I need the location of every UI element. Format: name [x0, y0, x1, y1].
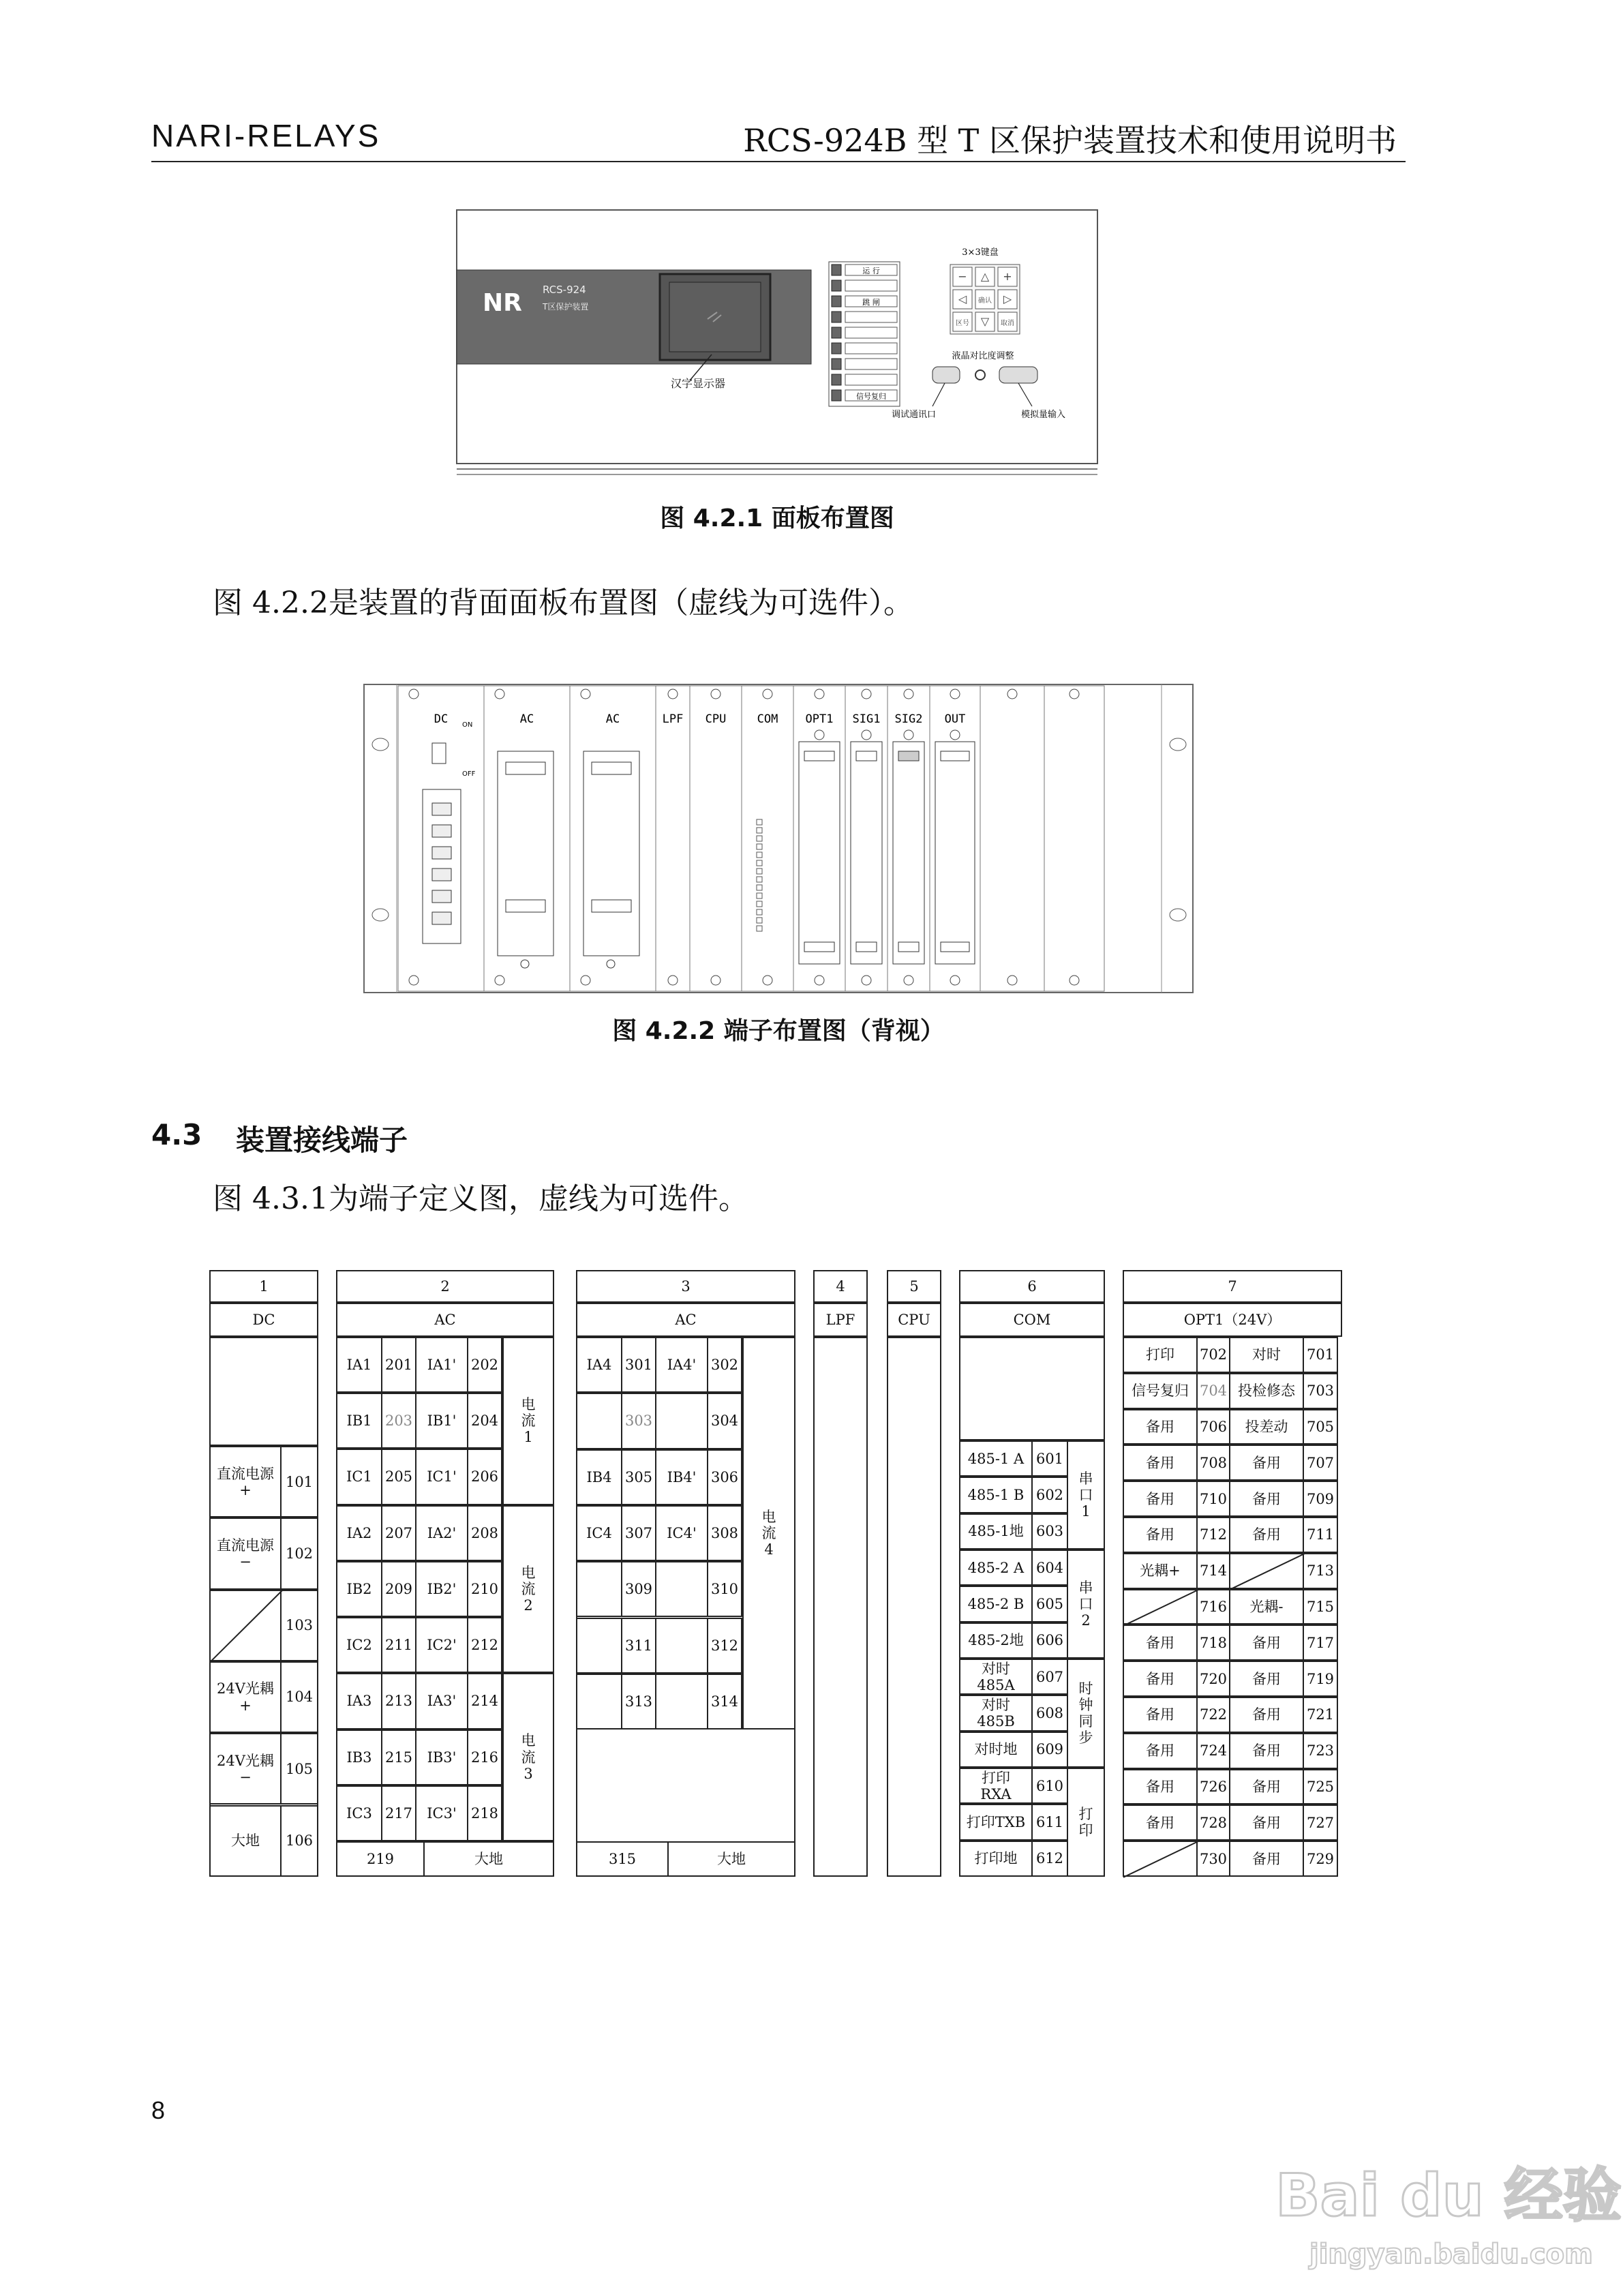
- terminal-block-4-number: 4: [813, 1270, 868, 1303]
- ac-terminal-label: IC3: [336, 1785, 382, 1841]
- terminal-block-6-spare: [959, 1337, 1105, 1440]
- ac-terminal-label: IC2': [415, 1617, 468, 1673]
- keypad-key-label: 确认: [978, 297, 992, 305]
- opt-terminal-label: 备用: [1123, 1517, 1198, 1553]
- opt-terminal-label: 投检修态: [1229, 1373, 1304, 1409]
- opt-diagonal-blank: [1123, 1841, 1198, 1877]
- terminal-block-5-name: CPU: [887, 1303, 941, 1337]
- opt-terminal-label: 备用: [1123, 1769, 1198, 1805]
- ac-terminal-label: IB3': [415, 1729, 468, 1785]
- opt-terminal-pin: 716: [1196, 1589, 1230, 1625]
- opt-terminal-label: 备用: [1123, 1625, 1198, 1661]
- terminal-block-3-name: AC: [576, 1303, 795, 1337]
- ac-terminal-pin: 310: [707, 1561, 742, 1617]
- opt-terminal-pin: 701: [1303, 1337, 1338, 1373]
- watermark-brand: Bai du 经验: [1275, 2162, 1622, 2230]
- terminal-block-5-number: 5: [887, 1270, 941, 1303]
- opt-terminal-label: 备用: [1229, 1769, 1304, 1805]
- ac-terminal-label: IC4': [655, 1505, 708, 1561]
- keypad-key-label: +: [1003, 270, 1012, 283]
- lcd-label: 汉字显示器: [671, 377, 726, 390]
- opt-terminal-label: 光耦+: [1123, 1553, 1198, 1589]
- opt-terminal-pin: 710: [1196, 1481, 1230, 1517]
- ac-current-group-label: 电 流 4: [742, 1337, 795, 1729]
- ac-terminal-label: [655, 1393, 708, 1449]
- rear-slot-label: LPF: [662, 712, 684, 726]
- baidu-watermark: [1269, 2141, 1622, 2277]
- ac-terminal-label: [576, 1561, 622, 1617]
- rear-slot-label: SIG2: [894, 712, 923, 726]
- ac-terminal-pin: 213: [381, 1673, 416, 1729]
- com-group-label: 打 印: [1067, 1768, 1105, 1877]
- opt-terminal-label: 备用: [1123, 1481, 1198, 1517]
- ac-terminal-label: IB1: [336, 1393, 382, 1449]
- ac-terminal-label: IB3: [336, 1729, 382, 1785]
- opt-terminal-pin: 721: [1303, 1697, 1338, 1733]
- ac-terminal-label: IA4: [576, 1337, 622, 1393]
- ac-ground-label: 大地: [667, 1841, 795, 1877]
- com-terminal-pin: 605: [1031, 1586, 1068, 1622]
- ac-terminal-pin: 214: [467, 1673, 502, 1729]
- ac-terminal-pin: 311: [621, 1618, 656, 1674]
- com-terminal-label: 485-2 A: [959, 1550, 1033, 1586]
- opt-terminal-label: 备用: [1229, 1733, 1304, 1769]
- ac-terminal-label: IA2: [336, 1505, 382, 1561]
- dc-switch-off-label: OFF: [462, 770, 476, 778]
- terminal-block-4-body: [813, 1337, 868, 1877]
- header-doc-title: RCS-924B 型 T 区保护装置技术和使用说明书: [743, 122, 1397, 159]
- ac-terminal-pin: 217: [381, 1785, 416, 1841]
- section-number: 4.3: [151, 1118, 202, 1151]
- com-terminal-pin: 607: [1031, 1659, 1068, 1695]
- dc-terminal-label: 24V光耦 +: [209, 1661, 282, 1733]
- ac-terminal-pin: 201: [381, 1337, 416, 1393]
- ac-terminal-pin: 305: [621, 1449, 656, 1505]
- com-terminal-pin: 602: [1031, 1477, 1068, 1513]
- contrast-label: 液晶对比度调整: [952, 351, 1014, 361]
- com-terminal-pin: 612: [1031, 1841, 1068, 1877]
- header-brand: NARI-RELAYS: [151, 118, 381, 153]
- debug-port-label: 调试通讯口: [892, 410, 937, 420]
- opt-terminal-label: 备用: [1123, 1409, 1198, 1445]
- com-terminal-label: 打印TXB: [959, 1804, 1033, 1840]
- dc-terminal-label: 大地: [209, 1805, 282, 1877]
- opt-terminal-pin: 709: [1303, 1481, 1338, 1517]
- ac-terminal-pin: 302: [707, 1337, 742, 1393]
- ac-terminal-pin: 309: [621, 1561, 656, 1617]
- dc-switch-on-label: ON: [462, 721, 473, 729]
- opt-terminal-pin: 705: [1303, 1409, 1338, 1445]
- led-label: 信号复归: [856, 392, 886, 401]
- ac-terminal-pin: 307: [621, 1505, 656, 1561]
- opt-terminal-pin: 707: [1303, 1445, 1338, 1481]
- keypad-key-label: ◁: [958, 292, 967, 305]
- dc-diagonal-blank: [210, 1590, 282, 1662]
- terminal-block-7-number: 7: [1123, 1270, 1342, 1303]
- com-group-label: 串 口 2: [1067, 1550, 1105, 1659]
- opt-terminal-pin: 729: [1303, 1841, 1338, 1877]
- terminal-block-2-name: AC: [336, 1303, 554, 1337]
- ac-terminal-pin: 202: [467, 1337, 502, 1393]
- ac-terminal-pin: 203: [381, 1393, 416, 1449]
- ac-terminal-pin: 308: [707, 1505, 742, 1561]
- opt-terminal-label: 对时: [1229, 1337, 1304, 1373]
- keypad-key-label: 取消: [1001, 320, 1014, 327]
- ac-terminal-pin: 313: [621, 1674, 656, 1729]
- ac-terminal-label: [655, 1561, 708, 1617]
- opt-terminal-pin: 703: [1303, 1373, 1338, 1409]
- ac-terminal-label: IB4': [655, 1449, 708, 1505]
- dc-terminal-pin: 102: [280, 1517, 318, 1589]
- ac-terminal-pin: 204: [467, 1393, 502, 1449]
- opt-terminal-pin: 722: [1196, 1697, 1230, 1733]
- com-terminal-pin: 609: [1031, 1732, 1068, 1768]
- ac-terminal-pin: 218: [467, 1785, 502, 1841]
- com-terminal-label: 打印 RXA: [959, 1768, 1033, 1804]
- ac-terminal-pin: 312: [707, 1618, 742, 1674]
- ac-terminal-pin: 304: [707, 1393, 742, 1449]
- keypad-key-label: 区号: [956, 320, 969, 327]
- led-label: 跳 闸: [862, 298, 880, 307]
- dc-terminal-pin: 106: [280, 1805, 318, 1877]
- rear-slot-label: AC: [519, 712, 534, 726]
- com-terminal-pin: 610: [1031, 1768, 1068, 1804]
- com-terminal-pin: 603: [1031, 1513, 1068, 1550]
- ac-terminal-label: IC1: [336, 1449, 382, 1505]
- opt-terminal-label: 备用: [1123, 1733, 1198, 1769]
- ac-terminal-label: IC3': [415, 1785, 468, 1841]
- opt-terminal-pin: 719: [1303, 1661, 1338, 1697]
- dc-terminal-pin: 101: [280, 1446, 318, 1517]
- ac-ground-pin: 315: [576, 1841, 669, 1877]
- rear-slot-label: COM: [757, 712, 778, 726]
- com-terminal-label: 485-1 B: [959, 1477, 1033, 1513]
- rear-slot-label: SIG1: [852, 712, 881, 726]
- paragraph-terminal-intro: 图 4.3.1为端子定义图，虚线为可选件。: [213, 1181, 748, 1216]
- ac-terminal-label: IB4: [576, 1449, 622, 1505]
- terminal-block-1-spare: [209, 1337, 318, 1446]
- ac-terminal-label: [655, 1674, 708, 1729]
- ac-terminal-pin: 209: [381, 1561, 416, 1617]
- com-terminal-label: 打印地: [959, 1841, 1033, 1877]
- ac-terminal-label: IA3: [336, 1673, 382, 1729]
- dc-terminal-pin: 103: [280, 1590, 318, 1661]
- rear-slot-label: DC: [434, 712, 449, 726]
- opt-terminal-label: 备用: [1123, 1804, 1198, 1841]
- opt-terminal-label: 备用: [1123, 1697, 1198, 1733]
- dc-terminal-pin: 104: [280, 1661, 318, 1733]
- rear-slot-label: CPU: [705, 712, 727, 726]
- paragraph-rear-intro: 图 4.2.2是装置的背面面板布置图（虚线为可选件）。: [213, 586, 913, 620]
- keypad-key-label: −: [958, 270, 967, 283]
- opt-diagonal-blank: [1230, 1554, 1305, 1590]
- opt-terminal-pin: 726: [1196, 1769, 1230, 1805]
- opt-terminal-pin: 712: [1196, 1517, 1230, 1553]
- ac-terminal-label: IA1': [415, 1337, 468, 1393]
- opt-diagonal-blank: [1123, 1590, 1198, 1626]
- opt-terminal-label: 备用: [1123, 1445, 1198, 1481]
- ac-current-group-label: 电 流 1: [502, 1337, 554, 1505]
- rear-slot-label: AC: [605, 712, 620, 726]
- com-terminal-label: 485-1地: [959, 1513, 1033, 1550]
- keypad-key-label: ▷: [1003, 292, 1012, 305]
- dc-terminal-label: 直流电源 +: [209, 1446, 282, 1517]
- ac-terminal-pin: 314: [707, 1674, 742, 1729]
- led-label: 运 行: [862, 267, 880, 275]
- opt-terminal-label: 信号复归: [1123, 1373, 1198, 1409]
- ac-terminal-label: [655, 1618, 708, 1674]
- com-terminal-pin: 608: [1031, 1695, 1068, 1731]
- opt-terminal-pin: 730: [1196, 1841, 1230, 1877]
- ac-terminal-label: [576, 1674, 622, 1729]
- ac-current-group-label: 电 流 3: [502, 1673, 554, 1841]
- com-terminal-label: 对时 485A: [959, 1659, 1033, 1695]
- ac-terminal-label: IA3': [415, 1673, 468, 1729]
- ac-current-group-label: 电 流 2: [502, 1505, 554, 1674]
- opt-terminal-pin: 720: [1196, 1661, 1230, 1697]
- opt-terminal-label: 备用: [1229, 1841, 1304, 1877]
- ac-ground-label: 大地: [423, 1841, 554, 1877]
- opt-terminal-label: 备用: [1123, 1661, 1198, 1697]
- keypad-key-label: △: [980, 270, 990, 283]
- opt-terminal-pin: 704: [1196, 1373, 1230, 1409]
- ac-terminal-pin: 210: [467, 1561, 502, 1617]
- terminal-block-6-number: 6: [959, 1270, 1105, 1303]
- terminal-block-3-number: 3: [576, 1270, 795, 1303]
- opt-terminal-pin: 715: [1303, 1589, 1338, 1625]
- com-terminal-pin: 611: [1031, 1804, 1068, 1840]
- com-terminal-label: 对时 485B: [959, 1695, 1033, 1731]
- rear-slot-label: OUT: [944, 712, 966, 726]
- terminal-block-7-name: OPT1（24V）: [1123, 1303, 1342, 1337]
- com-group-label: 串 口 1: [1067, 1440, 1105, 1550]
- dc-terminal-pin: 105: [280, 1733, 318, 1804]
- ac-terminal-label: IC2: [336, 1617, 382, 1673]
- ac-terminal-label: IB1': [415, 1393, 468, 1449]
- opt-terminal-pin: 723: [1303, 1733, 1338, 1769]
- com-group-label: 时 钟 同 步: [1067, 1659, 1105, 1768]
- dc-terminal-label: 直流电源 −: [209, 1517, 282, 1589]
- opt-terminal-label: 备用: [1229, 1625, 1304, 1661]
- ac-terminal-label: IC4: [576, 1505, 622, 1561]
- com-terminal-label: 485-1 A: [959, 1440, 1033, 1477]
- ac-terminal-label: [576, 1393, 622, 1449]
- analog-port-label: 模拟量输入: [1021, 410, 1066, 420]
- ac-terminal-pin: 306: [707, 1449, 742, 1505]
- terminal-block-1-name: DC: [209, 1303, 318, 1337]
- opt-terminal-label: 备用: [1229, 1517, 1304, 1553]
- figure-4-2-1-caption: 图 4.2.1 面板布置图: [660, 504, 894, 532]
- opt-terminal-pin: 702: [1196, 1337, 1230, 1373]
- opt-terminal-pin: 725: [1303, 1769, 1338, 1805]
- opt-terminal-pin: 718: [1196, 1625, 1230, 1661]
- opt-terminal-label: 打印: [1123, 1337, 1198, 1373]
- com-terminal-label: 485-2 B: [959, 1586, 1033, 1622]
- opt-terminal-pin: 713: [1303, 1553, 1338, 1589]
- opt-terminal-label: 光耦-: [1229, 1589, 1304, 1625]
- terminal-block-4-name: LPF: [813, 1303, 868, 1337]
- ac-terminal-label: IB2: [336, 1561, 382, 1617]
- opt-terminal-label: 备用: [1229, 1804, 1304, 1841]
- ac-terminal-label: IA1: [336, 1337, 382, 1393]
- ac-terminal-pin: 206: [467, 1449, 502, 1505]
- terminal-block-5-body: [887, 1337, 941, 1877]
- page-number: 8: [151, 2096, 166, 2124]
- ac-terminal-label: [576, 1618, 622, 1674]
- ac-terminal-pin: 207: [381, 1505, 416, 1561]
- opt-terminal-label: 投差动: [1229, 1409, 1304, 1445]
- ac-terminal-label: IC1': [415, 1449, 468, 1505]
- keypad-key-label: ▽: [980, 315, 990, 328]
- ac-terminal-pin: 215: [381, 1729, 416, 1785]
- com-terminal-label: 485-2地: [959, 1622, 1033, 1659]
- opt-terminal-label: 备用: [1229, 1445, 1304, 1481]
- terminal-block-1-number: 1: [209, 1270, 318, 1303]
- com-terminal-label: 对时地: [959, 1732, 1033, 1768]
- opt-terminal-pin: 724: [1196, 1733, 1230, 1769]
- rear-slot-label: OPT1: [805, 712, 834, 726]
- opt-terminal-pin: 727: [1303, 1804, 1338, 1841]
- ac-ground-pin: 219: [336, 1841, 425, 1877]
- opt-terminal-pin: 708: [1196, 1445, 1230, 1481]
- keypad-title: 3×3键盘: [962, 247, 999, 258]
- com-terminal-pin: 606: [1031, 1622, 1068, 1659]
- watermark-url: jingyan.baidu.com: [1309, 2239, 1593, 2270]
- ac-terminal-label: IA2': [415, 1505, 468, 1561]
- ac-terminal-pin: 212: [467, 1617, 502, 1673]
- panel-model: RCS-924: [543, 284, 586, 296]
- opt-terminal-label: 备用: [1229, 1697, 1304, 1733]
- ac-terminal-pin: 303: [621, 1393, 656, 1449]
- figure-4-2-2-caption: 图 4.2.2 端子布置图（背视）: [612, 1017, 945, 1045]
- opt-terminal-label: 备用: [1229, 1481, 1304, 1517]
- panel-logo: NR: [483, 289, 522, 317]
- ac-terminal-pin: 208: [467, 1505, 502, 1561]
- dc-terminal-label: 24V光耦 −: [209, 1733, 282, 1804]
- section-title: 装置接线端子: [236, 1123, 408, 1157]
- com-terminal-pin: 601: [1031, 1440, 1068, 1477]
- ac-terminal-pin: 211: [381, 1617, 416, 1673]
- terminal-block-6-name: COM: [959, 1303, 1105, 1337]
- ac-terminal-pin: 205: [381, 1449, 416, 1505]
- ac-terminal-label: IB2': [415, 1561, 468, 1617]
- opt-terminal-pin: 728: [1196, 1804, 1230, 1841]
- com-terminal-pin: 604: [1031, 1550, 1068, 1586]
- opt-terminal-pin: 717: [1303, 1625, 1338, 1661]
- opt-terminal-label: 备用: [1229, 1661, 1304, 1697]
- opt-terminal-pin: 711: [1303, 1517, 1338, 1553]
- terminal-block-2-number: 2: [336, 1270, 554, 1303]
- ac-terminal-pin: 216: [467, 1729, 502, 1785]
- ac-terminal-pin: 301: [621, 1337, 656, 1393]
- opt-terminal-pin: 706: [1196, 1409, 1230, 1445]
- opt-terminal-pin: 714: [1196, 1553, 1230, 1589]
- ac-terminal-label: IA4': [655, 1337, 708, 1393]
- panel-model-sub: T区保护装置: [543, 302, 589, 312]
